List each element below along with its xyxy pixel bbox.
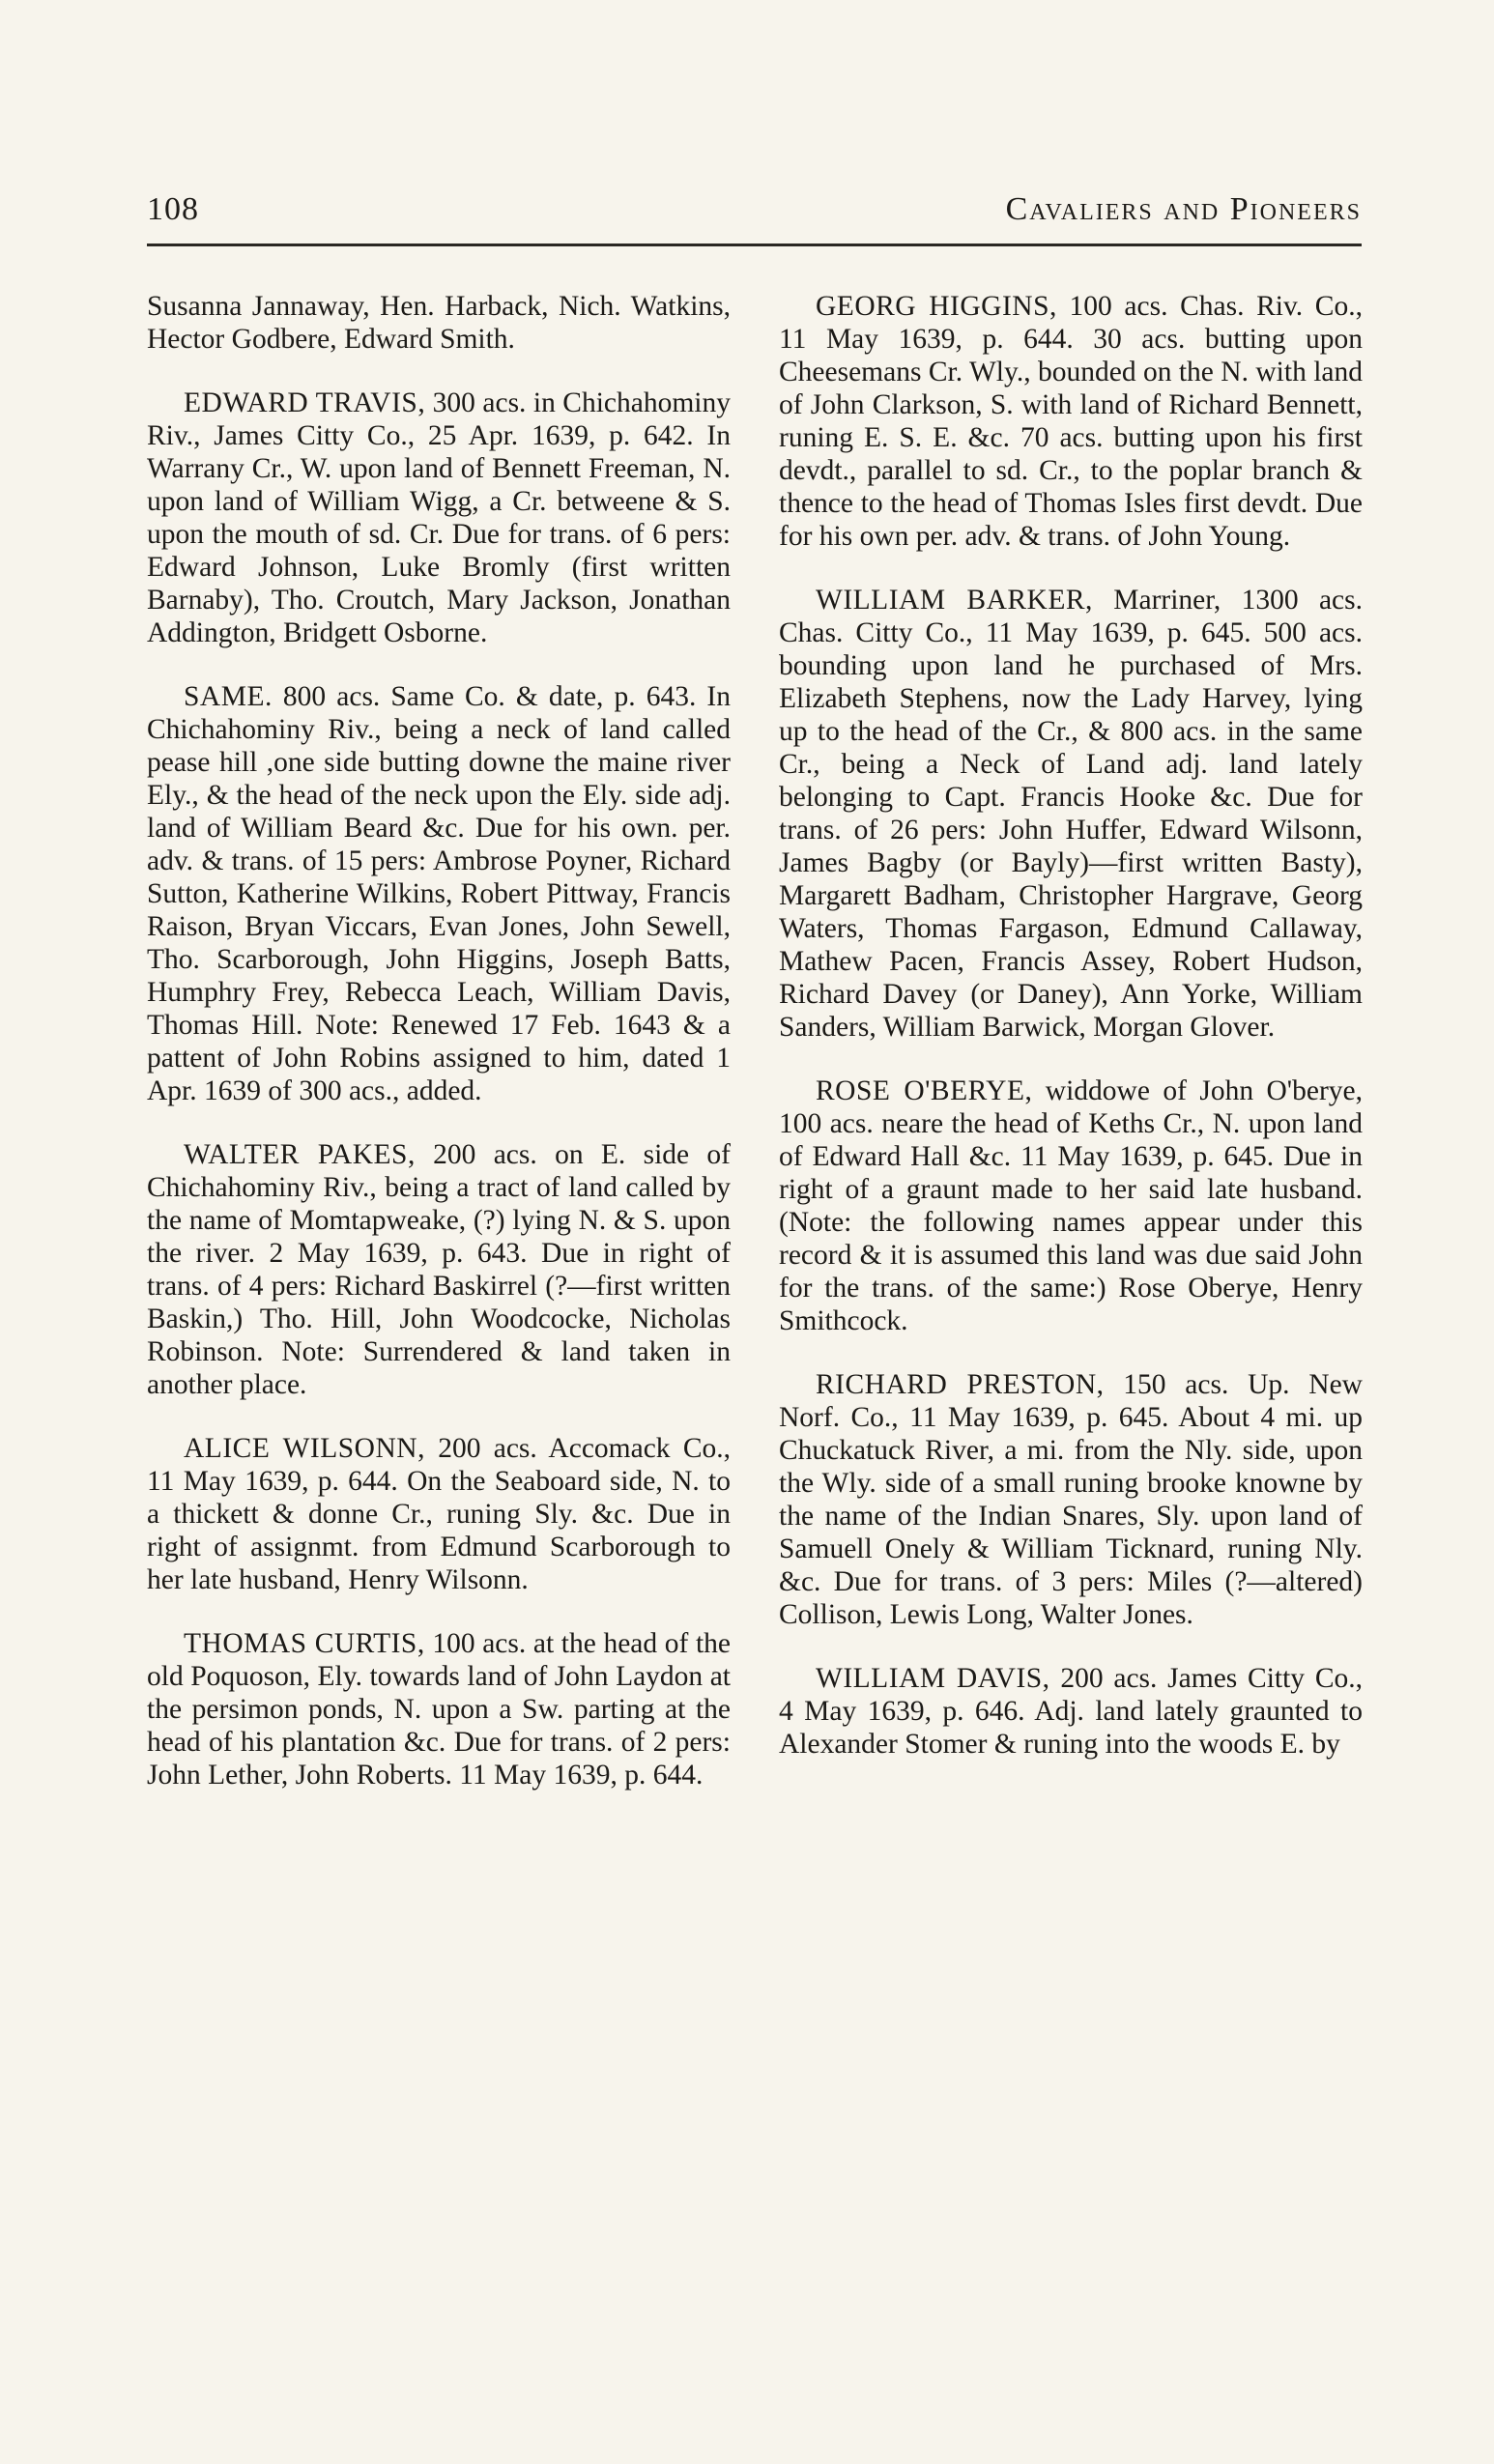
entry-text: 800 acs. Same Co. & date, p. 643. In Chichahominy Riv., being a neck of land called pease hill ,one side butting downe the maine river Ely., & the head of the neck upon the Ely. side adj. land of William Beard &c. Due for his own. per. adv. & trans. of 15 pers: Ambrose Poyner, Richard Sutton, Katherine Wilkins, Robert Pittway, Francis Raison, Bryan Viccars, Evan Jones, John Sewell, Tho. Scarborough, John Higgins, Joseph Batts, Humphry Frey, Rebecca Leach, William Davis, Thomas Hill. Note: Renewed 17 Feb. 1643 & a pattent of John Robins assigned to him, dated 1 Apr. 1639 of 300 acs., added. (147, 681, 731, 1106)
entry-text: 100 acs. Chas. Riv. Co., 11 May 1639, p. 644. 30 acs. butting upon Cheesemans Cr. Wly., bounded on the N. with land of John Clarkson, S. with land of Richard Bennett, runing E. S. E. &c. 70 acs. butting upon his first devdt., parallel to sd. Cr., to the poplar branch & thence to the head of Thomas Isles first devdt. Due for his own per. adv. & trans. of John Young. (779, 291, 1363, 552)
entry-walter-pakes (147, 1138, 731, 1401)
right-column (779, 290, 1363, 1791)
entry-william-davis (779, 1662, 1363, 1761)
entry-william-barker (779, 584, 1363, 1044)
entry-text: 200 acs. on E. side of Chichahominy Riv., being a tract of land called by the name of Momtapweake, (?) lying N. & S. upon the river. 2 May 1639, p. 643. Due in right of trans. of 4 pers: Richard Baskirrel (?—first written Baskin,) Tho. Hill, John Woodcocke, Nicholas Robinson. Note: Surrendered & land taken in another place. (147, 1139, 731, 1400)
entry-text: 200 acs. James Citty Co., 4 May 1639, p. 646. Adj. land lately graunted to Alexander Stomer & runing into the woods E. by (779, 1663, 1364, 1760)
page-number: 108 (147, 191, 199, 227)
entry-edward-travis (147, 387, 731, 649)
entry-text: 300 acs. in Chichahominy Riv., James Citty Co., 25 Apr. 1639, p. 642. In Warrany Cr., W. upon land of Bennett Freeman, N. upon land of William Wigg, a Cr. betweene & S. upon the mouth of sd. Cr. Due for trans. of 6 pers: Edward Johnson, Luke Bromly (first written Barnaby), Tho. Croutch, Mary Jackson, Jonathan Addington, Bridgett Osborne. (147, 387, 731, 648)
running-title: Cavaliers and Pioneers (1005, 191, 1362, 227)
entry-rose-oberye (779, 1074, 1363, 1337)
entry-thomas-curtis (147, 1627, 731, 1791)
entry-text: 150 acs. Up. New Norf. Co., 11 May 1639, p. 645. About 4 mi. up Chuckatuck River, a mi. from the Nly. side, upon the Wly. side of a small runing brooke knowne by the name of the Indian Snares, Sly. upon land of Samuell Onely & William Ticknard, runing Nly. &c. Due for trans. of 3 pers: Miles (?—altered) Collison, Lewis Long, Walter Jones. (779, 1369, 1363, 1630)
entry-name: ALICE WILSONN, (184, 1433, 425, 1464)
entry-alice-wilsonn (147, 1432, 731, 1596)
entry-name: THOMAS CURTIS, (184, 1628, 425, 1659)
entry-name: GEORG HIGGINS, (816, 291, 1057, 322)
entry-text: 200 acs. Accomack Co., 11 May 1639, p. 644. On the Seaboard side, N. to a thickett & donne Cr., runing Sly. &c. Due in right of assignmt. from Edmund Scarborough to her late husband, Henry Wilsonn. (147, 1433, 731, 1595)
header-rule (147, 244, 1362, 246)
left-column (147, 290, 731, 1822)
entry-name: SAME. (184, 681, 273, 712)
entry-text: Marriner, 1300 acs. Chas. Citty Co., 11 May 1639, p. 645. 500 acs. bounding upon land he purchased of Mrs. Elizabeth Stephens, now the Lady Harvey, lying up to the head of the Cr., & 800 acs. in the same Cr., being a Neck of Land adj. land lately belonging to Capt. Francis Hooke &c. Due for trans. of 26 pers: John Huffer, Edward Wilsonn, James Bagby (or Bayly)—first written Basty), Margarett Badham, Christopher Hargrave, Georg Waters, Thomas Fargason, Edmund Callaway, Mathew Pacen, Francis Assey, Robert Hudson, Richard Davey (or Daney), Ann Yorke, William Sanders, William Barwick, Morgan Glover. (779, 585, 1363, 1043)
entry-continuation: Susanna Jannaway, Hen. Harback, Nich. Watkins, Hector Godbere, Edward Smith. (147, 291, 731, 355)
entry-name: WILLIAM DAVIS, (816, 1663, 1050, 1694)
entry-same (147, 680, 731, 1107)
entry-name: WILLIAM BARKER, (816, 585, 1093, 616)
entry-name: RICHARD PRESTON, (816, 1369, 1105, 1400)
entry-richard-preston (779, 1368, 1363, 1631)
entry-name: WALTER PAKES, (184, 1139, 416, 1170)
page-header (147, 189, 1362, 247)
entry-text: widdowe of John O'berye, 100 acs. neare the head of Keths Cr., N. upon land of Edward Hall &c. 11 May 1639, p. 645. Due in right of a graunt made to her said late husband. (Note: the following names appear under this record & it is assumed this land was due said John for the trans. of the same:) Rose Oberye, Henry Smithcock. (779, 1075, 1363, 1336)
entry-georg-higgins (779, 290, 1363, 553)
entry-name: ROSE O'BERYE, (816, 1075, 1033, 1106)
entry-text: 100 acs. at the head of the old Poquoson, Ely. towards land of John Laydon at the persimon ponds, N. upon a Sw. parting at the head of his plantation &c. Due for trans. of 2 pers: John Lether, John Roberts. 11 May 1639, p. 644. (147, 1628, 731, 1791)
entry-name: EDWARD TRAVIS, (184, 387, 426, 418)
